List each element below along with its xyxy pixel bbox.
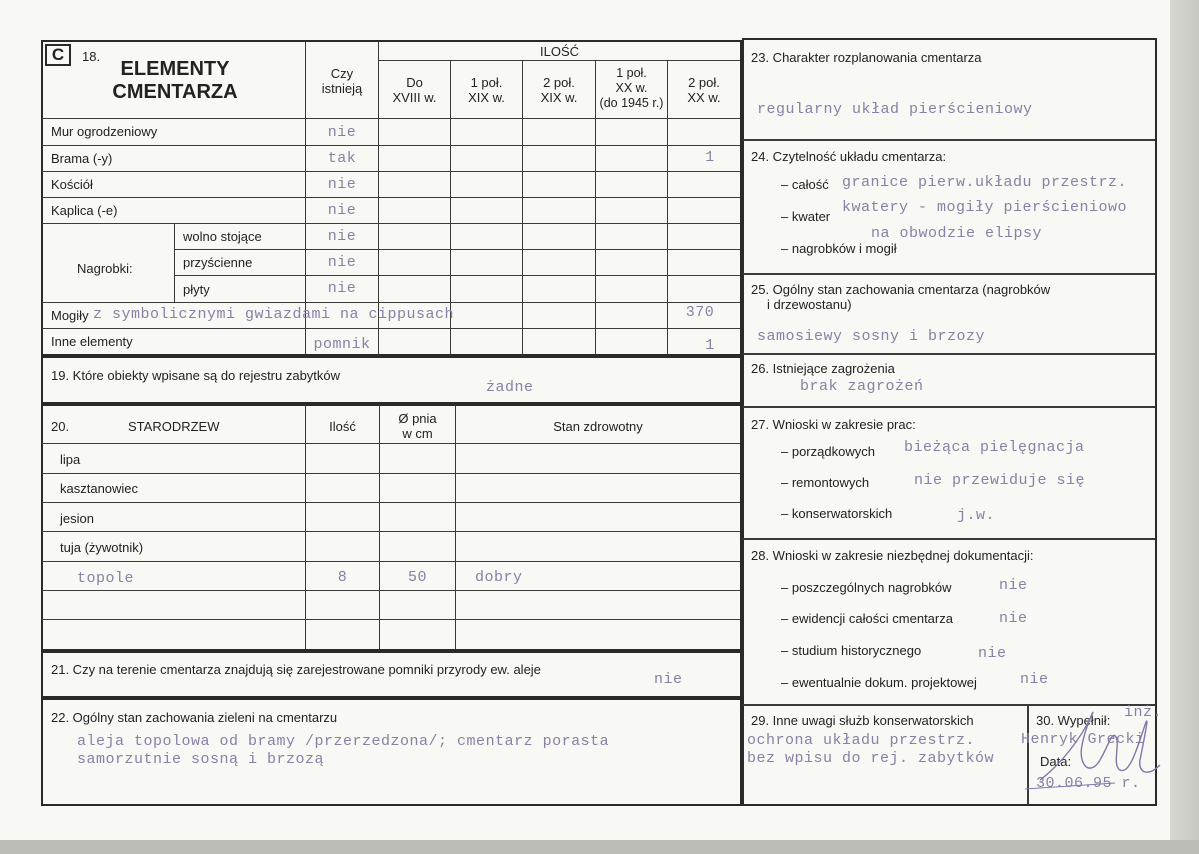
s25-value: samosiewy sosny i brzozy bbox=[757, 328, 986, 345]
quantity-col-3: 2 poł. XIX w. bbox=[540, 75, 578, 105]
nagrobki-row-exists: nie bbox=[327, 254, 357, 271]
s28-row-label: – ewidencji całości cmentarza bbox=[781, 611, 953, 626]
s22-value-line2: samorzutnie sosną i brzozą bbox=[77, 751, 325, 768]
s30-name: Henryk Grecki bbox=[1021, 731, 1145, 748]
mogily-label: Mogiły bbox=[51, 308, 89, 323]
s22-label: 22. Ogólny stan zachowania zieleni na cmentarzu bbox=[51, 710, 338, 725]
tree-name: tuja (żywotnik) bbox=[60, 540, 144, 555]
element-label: Brama (-y) bbox=[51, 151, 113, 166]
nagrobki-row-label: przyścienne bbox=[183, 255, 253, 270]
s22-value-line1: aleja topolowa od bramy /przerzedzona/; cmentarz porasta bbox=[77, 733, 610, 750]
s20-title: STARODRZEW bbox=[128, 419, 220, 434]
s28-row-value: nie bbox=[999, 610, 1028, 627]
nagrobki-row-exists: nie bbox=[327, 280, 357, 297]
inne-count: 1 bbox=[705, 337, 715, 354]
s27-row-label: – porządkowych bbox=[781, 444, 875, 459]
element-exists: nie bbox=[327, 176, 357, 193]
inne-exists: pomnik bbox=[313, 336, 371, 353]
s28-row-value: nie bbox=[978, 645, 1007, 662]
s29-value-line1: ochrona układu przestrz. bbox=[747, 732, 976, 749]
quantity-col-2: 1 poł. XIX w. bbox=[468, 75, 505, 105]
s24-calosc-value: granice pierw.układu przestrz. bbox=[842, 174, 1128, 191]
col-exists-header: Czy istnieją bbox=[321, 66, 363, 96]
s25-label-line1: 25. Ogólny stan zachowania cmentarza (nagrobków bbox=[751, 282, 1051, 297]
s28-row-value: nie bbox=[1020, 671, 1049, 688]
s28-row-label: – ewentualnie dokum. projektowej bbox=[781, 675, 977, 690]
s27-row-value: bieżąca pielęgnacja bbox=[904, 439, 1085, 456]
nagrobki-row-exists: nie bbox=[327, 228, 357, 245]
s27-label: 27. Wnioski w zakresie prac: bbox=[751, 417, 916, 432]
s30-date-label: Data: bbox=[1040, 754, 1072, 769]
element-exists: tak bbox=[327, 150, 357, 167]
element-label: Kościół bbox=[51, 177, 93, 192]
quantity-col-4: 1 poł. XX w. (do 1945 r.) bbox=[599, 66, 664, 110]
signature bbox=[1020, 685, 1170, 800]
s19-label: 19. Które obiekty wpisane są do rejestru zabytków bbox=[51, 368, 341, 383]
s20-col-health: Stan zdrowotny bbox=[553, 419, 643, 434]
extra-tree-diameter: 50 bbox=[407, 569, 427, 586]
section-letter: C bbox=[51, 45, 65, 64]
s26-value: brak zagrożeń bbox=[800, 378, 924, 395]
extra-tree-count: 8 bbox=[337, 569, 348, 586]
mogily-count: 370 bbox=[685, 304, 715, 321]
s23-value: regularny układ pierścieniowy bbox=[757, 101, 1033, 118]
quantity-col-1: Do XVIII w. bbox=[392, 75, 437, 105]
element-label: Kaplica (-e) bbox=[51, 203, 118, 218]
s24-kwater-label: – kwater bbox=[781, 209, 831, 224]
tree-name: jesion bbox=[60, 511, 94, 526]
s29-value-line2: bez wpisu do rej. zabytków bbox=[747, 750, 995, 767]
s26-label: 26. Istniejące zagrożenia bbox=[751, 361, 895, 376]
s27-row-value: nie przewiduje się bbox=[914, 472, 1086, 489]
section-number: 18. bbox=[82, 49, 101, 64]
extra-tree-health: dobry bbox=[475, 569, 523, 586]
quantity-col-5: 2 poł. XX w. bbox=[687, 75, 721, 105]
s27-row-label: – konserwatorskich bbox=[781, 506, 893, 521]
tree-name: kasztanowiec bbox=[60, 481, 139, 496]
s19-value: żadne bbox=[486, 379, 534, 396]
s27-row-label: – remontowych bbox=[781, 475, 870, 490]
section-letter-box bbox=[45, 44, 71, 66]
s28-row-label: – studium historycznego bbox=[781, 643, 922, 658]
section-18-title: ELEMENTY CMENTARZA bbox=[112, 58, 238, 103]
s21-label: 21. Czy na terenie cmentarza znajdują się zarejestrowane pomniki przyrody ew. aleje bbox=[51, 662, 541, 677]
element-label: Mur ogrodzeniowy bbox=[51, 124, 158, 139]
s24-calosc-label: – całość bbox=[781, 177, 829, 192]
section-20-box bbox=[41, 404, 742, 651]
tree-name: lipa bbox=[60, 452, 81, 467]
mogily-note: z symbolicznymi gwiazdami na cippusach bbox=[93, 306, 455, 323]
s25-label-line2: i drzewostanu) bbox=[767, 297, 852, 312]
s21-value: nie bbox=[654, 671, 683, 688]
s24-label: 24. Czytelność układu cmentarza: bbox=[751, 149, 947, 164]
nagrobki-label: Nagrobki: bbox=[77, 261, 133, 276]
s24-kwater-value2: na obwodzie elipsy bbox=[871, 225, 1043, 242]
s27-row-value: j.w. bbox=[957, 507, 996, 524]
s20-col-count: Ilość bbox=[329, 419, 356, 434]
s23-label: 23. Charakter rozplanowania cmentarza bbox=[751, 50, 982, 65]
nagrobki-row-label: płyty bbox=[183, 282, 210, 297]
element-exists: nie bbox=[327, 124, 357, 141]
extra-tree-name: topole bbox=[77, 570, 135, 587]
s30-title: inż. bbox=[1124, 704, 1163, 721]
page-shadow bbox=[0, 840, 1199, 854]
s28-label: 28. Wnioski w zakresie niezbędnej dokumentacji: bbox=[751, 548, 1034, 563]
page-edge bbox=[1170, 0, 1199, 854]
s28-row-label: – poszczególnych nagrobków bbox=[781, 580, 952, 595]
s24-kwater-value1: kwatery - mogiły pierścieniowo bbox=[842, 199, 1128, 216]
s24-nagrobkow-label: – nagrobków i mogił bbox=[781, 241, 897, 256]
s28-row-value: nie bbox=[999, 577, 1028, 594]
element-exists: nie bbox=[327, 202, 357, 219]
s20-col-diameter: Ø pnia w cm bbox=[398, 411, 437, 441]
s20-number: 20. bbox=[51, 419, 70, 434]
col-quantity-header: ILOŚĆ bbox=[539, 44, 579, 59]
element-count: 1 bbox=[705, 149, 715, 166]
s30-date: 30.06.95 r. bbox=[1036, 775, 1141, 792]
s29-label: 29. Inne uwagi służb konserwatorskich bbox=[751, 713, 974, 728]
s30-label: 30. Wypełnił: bbox=[1036, 713, 1111, 728]
nagrobki-row-label: wolno stojące bbox=[183, 229, 262, 244]
inne-label: Inne elementy bbox=[51, 334, 133, 349]
